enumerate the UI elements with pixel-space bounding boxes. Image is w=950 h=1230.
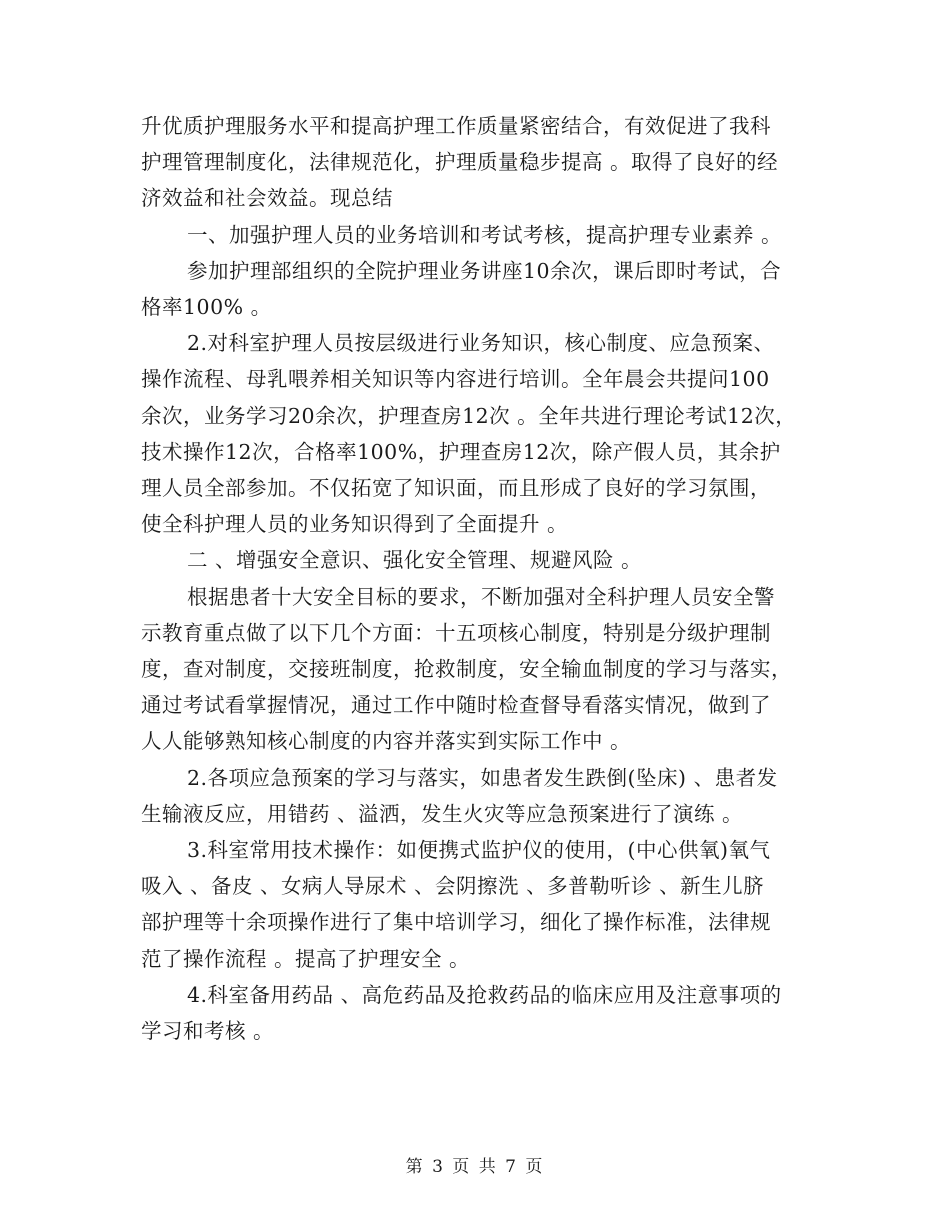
text-line: 示教育重点做了以下几个方面：十五项核心制度，特别是分级护理制 [141,620,771,645]
document-body [141,108,821,1049]
text-line: 度，查对制度，交接班制度，抢救制度，安全输血制度的学习与落实， [141,657,792,682]
text-line: 3.科室常用技术操作：如便携式监护仪的使用，(中心供氧)氧气 [187,838,771,863]
text-line: 格率100% 。 [141,295,272,320]
text-line: 2.各项应急预案的学习与落实，如患者发生跌倒(坠床) 、患者发 [187,765,778,790]
text-line: 生输液反应，用错药 、溢洒，发生火灾等应急预案进行了演练 。 [141,801,744,826]
text-line: 二 、增强安全意识、强化安全管理、规避风险 。 [187,548,643,573]
text-line: 一、加强护理人员的业务培训和考试考核，提高护理专业素养 。 [187,222,783,247]
page-footer: 第 3 页 共 7 页 [405,1157,545,1177]
text-line: 人人能够熟知核心制度的内容并落实到实际工作中 。 [141,729,632,754]
text-line: 济效益和社会效益。现总结 [141,186,393,211]
text-line: 4.科室备用药品 、高危药品及抢救药品的临床应用及注意事项的 [187,982,782,1007]
text-line: 吸入 、备皮 、女病人导尿术 、会阴擦洗 、多普勒听诊 、新生儿脐 [141,874,765,899]
text-line: 余次，业务学习20余次，护理查房12次 。全年共进行理论考试12次， [141,403,797,428]
text-line: 参加护理部组织的全院护理业务讲座10余次，课后即时考试，合 [187,258,782,283]
text-line: 理人员全部参加。不仅拓宽了知识面，而且形成了良好的学习氛围， [141,476,771,501]
text-line: 使全科护理人员的业务知识得到了全面提升 。 [141,512,569,537]
text-line: 部护理等十余项操作进行了集中培训学习，细化了操作标准，法律规 [141,910,771,935]
text-line: 2.对科室护理人员按层级进行业务知识，核心制度、应急预案、 [187,331,775,356]
text-line: 根据患者十大安全目标的要求，不断加强对全科护理人员安全警 [187,584,775,609]
text-line: 学习和考核 。 [141,1019,275,1044]
text-line: 操作流程、母乳喂养相关知识等内容进行培训。全年晨会共提问100 [141,367,770,392]
text-line: 技术操作12次，合格率100%，护理查房12次，除产假人员，其余护 [141,439,781,464]
text-line: 升优质护理服务水平和提高护理工作质量紧密结合，有效促进了我科 [141,114,771,138]
text-line: 护理管理制度化，法律规范化，护理质量稳步提高 。取得了良好的经 [141,150,779,175]
text-line: 通过考试看掌握情况，通过工作中随时检查督导看落实情况，做到了 [141,693,771,718]
text-line: 范了操作流程 。提高了护理安全 。 [141,946,471,971]
